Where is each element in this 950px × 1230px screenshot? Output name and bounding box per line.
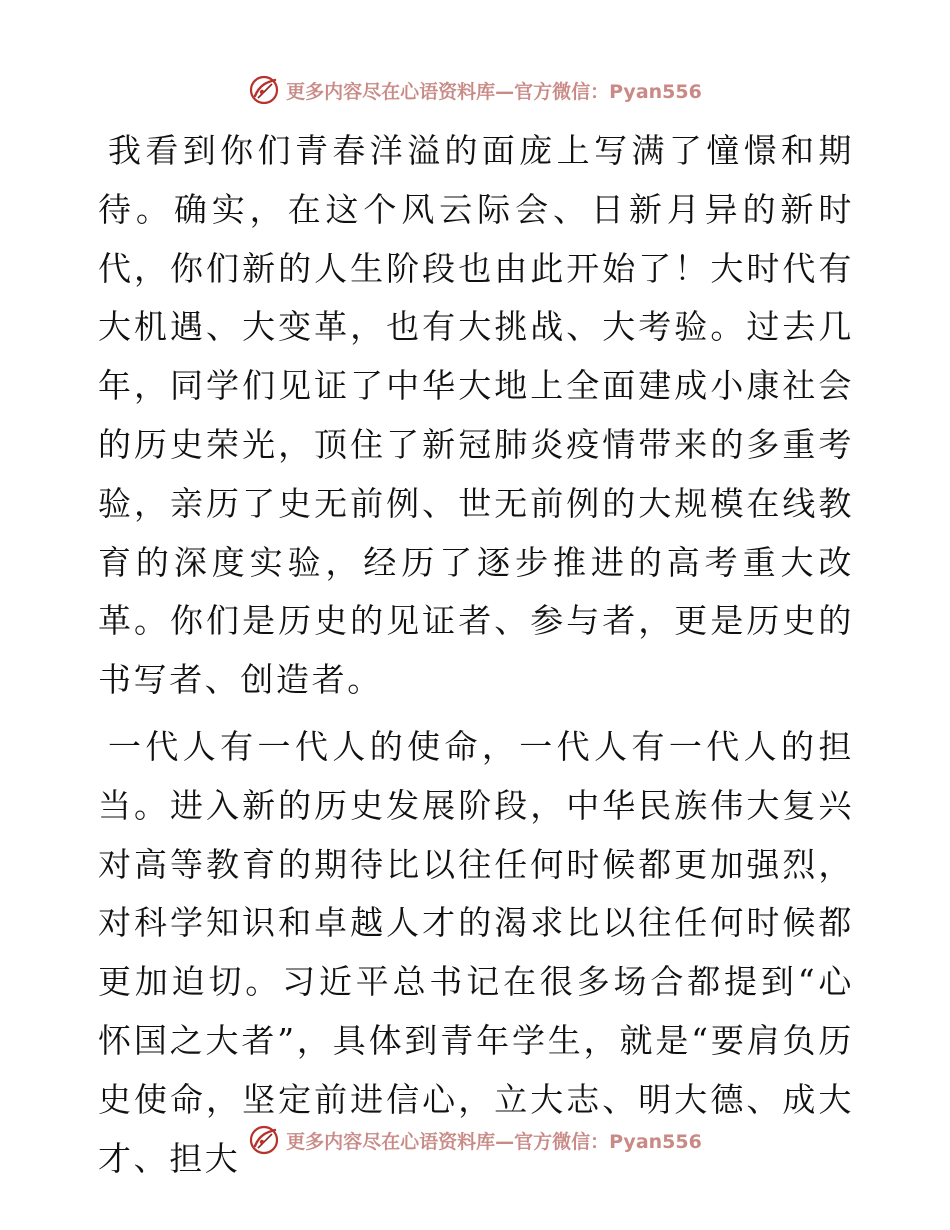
brand-logo-icon [248, 1124, 280, 1156]
footer-watermark [0, 1122, 950, 1158]
header-watermark [0, 72, 950, 108]
watermark-text: 更多内容尽在心语资料库—官方微信：Pyan556 [286, 1130, 702, 1153]
document-body [98, 122, 854, 1188]
paragraph-2: 一代人有一代人的使命，一代人有一代人的担当。进入新的历史发展阶段，中华民族伟大复兴对高等教育的期待比以往任何时候都更加强烈，对科学知识和卓越人才的渴求比以往任何时候都更加迫切。习近平总书记在很多场合都提到“心怀国之大者”，具体到青年学生，就是“要肩负历史使命，坚定前进信心，立大志、明大德、成大才、担大 [98, 726, 854, 1178]
brand-logo-icon [248, 74, 280, 106]
watermark-text: 更多内容尽在心语资料库—官方微信：Pyan556 [286, 80, 702, 103]
paragraph-1: 我看到你们青春洋溢的面庞上写满了憧憬和期待。确实，在这个风云际会、日新月异的新时代，你们新的人生阶段也由此开始了！大时代有大机遇、大变革，也有大挑战、大考验。过去几年，同学们见证了中华大地上全面建成小康社会的历史荣光，顶住了新冠肺炎疫情带来的多重考验，亲历了史无前例、世无前例的大规模在线教育的深度实验，经历了逐步推进的高考重大改革。你们是历史的见证者、参与者，更是历史的书写者、创造者。 [98, 131, 854, 700]
